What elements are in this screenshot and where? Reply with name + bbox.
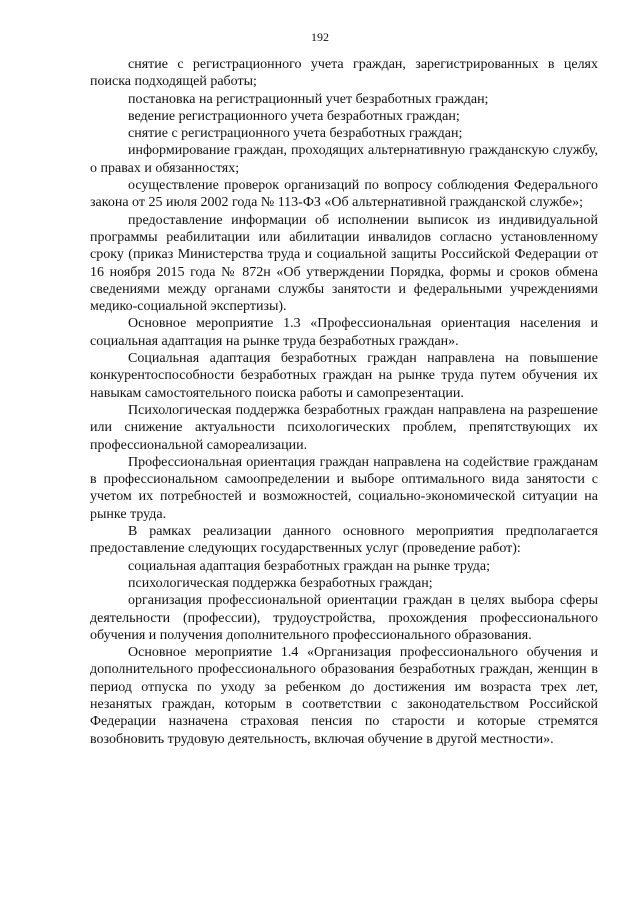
paragraph: психологическая поддержка безработных граждан; — [128, 575, 433, 591]
page-number: 192 — [311, 30, 329, 44]
paragraph: снятие с регистрационного учета граждан, зарегистрированных в целях поиска подходящей работы; — [90, 57, 598, 90]
paragraph: постановка на регистрационный учет безработных граждан; — [128, 91, 489, 107]
paragraph: информирование граждан, проходящих альтернативную гражданскую службу, о правах и обязанностях; — [90, 143, 598, 176]
paragraph: Профессиональная ориентация граждан направлена на содействие гражданам в профессиональном самоопределении и выборе оптимального вида занятости с учетом их потребностей и возможностей, социально-экономической ситуации на рынке труда. — [90, 454, 598, 522]
paragraph: предоставление информации об исполнении выписок из индивидуальной программы реабилитации или абилитации инвалидов согласно установленному сроку (приказ Министерства труда и социальной защиты Российской Федерации от 16 ноября 2015 года № 872н «Об утверждении Порядка, формы и сроков обмена сведениями между органами службы занятости и федеральными учреждениями медико-социальной экспертизы). — [90, 212, 598, 315]
paragraph: Социальная адаптация безработных граждан направлена на повышение конкурентоспособности безработных граждан на рынке труда путем обучения их навыкам самостоятельного поиска работы и самопрезентации. — [90, 351, 598, 401]
paragraph: Психологическая поддержка безработных граждан направлена на разрешение или снижение актуальности психологических проблем, препятствующих их профессиональной самореализации. — [90, 402, 598, 453]
paragraph: ведение регистрационного учета безработных граждан; — [128, 108, 460, 124]
paragraph: социальная адаптация безработных граждан на рынке труда; — [128, 558, 491, 574]
paragraph: осуществление проверок организаций по вопросу соблюдения Федерального закона от 25 июля 2002 года № 113-ФЗ «Об альтернативной гражданской службе»; — [90, 178, 598, 211]
document-body — [90, 56, 598, 748]
paragraph: Основное мероприятие 1.3 «Профессиональная ориентация населения и социальная адаптация на рынке труда безработных граждан». — [90, 316, 598, 349]
paragraph: Основное мероприятие 1.4 «Организация профессионального обучения и дополнительного профессионального образования безработных граждан, женщин в период отпуска по уходу за ребенком до достижения им возраста трех лет, незанятых граждан, которым в соответствии с законодательством Российской Федерации назначена страховая пенсия по старости и которые стремятся возобновить трудовую деятельность, включая обучение в другой местности». — [90, 645, 598, 747]
paragraph: В рамках реализации данного основного мероприятия предполагается предоставление следующих государственных услуг (проведение работ): — [90, 524, 598, 557]
paragraph: организация профессиональной ориентации граждан в целях выбора сферы деятельности (профессии), трудоустройства, прохождения профессионального обучения и получения дополнительного профессионального образования. — [90, 593, 598, 643]
paragraph: снятие с регистрационного учета безработных граждан; — [128, 126, 463, 142]
